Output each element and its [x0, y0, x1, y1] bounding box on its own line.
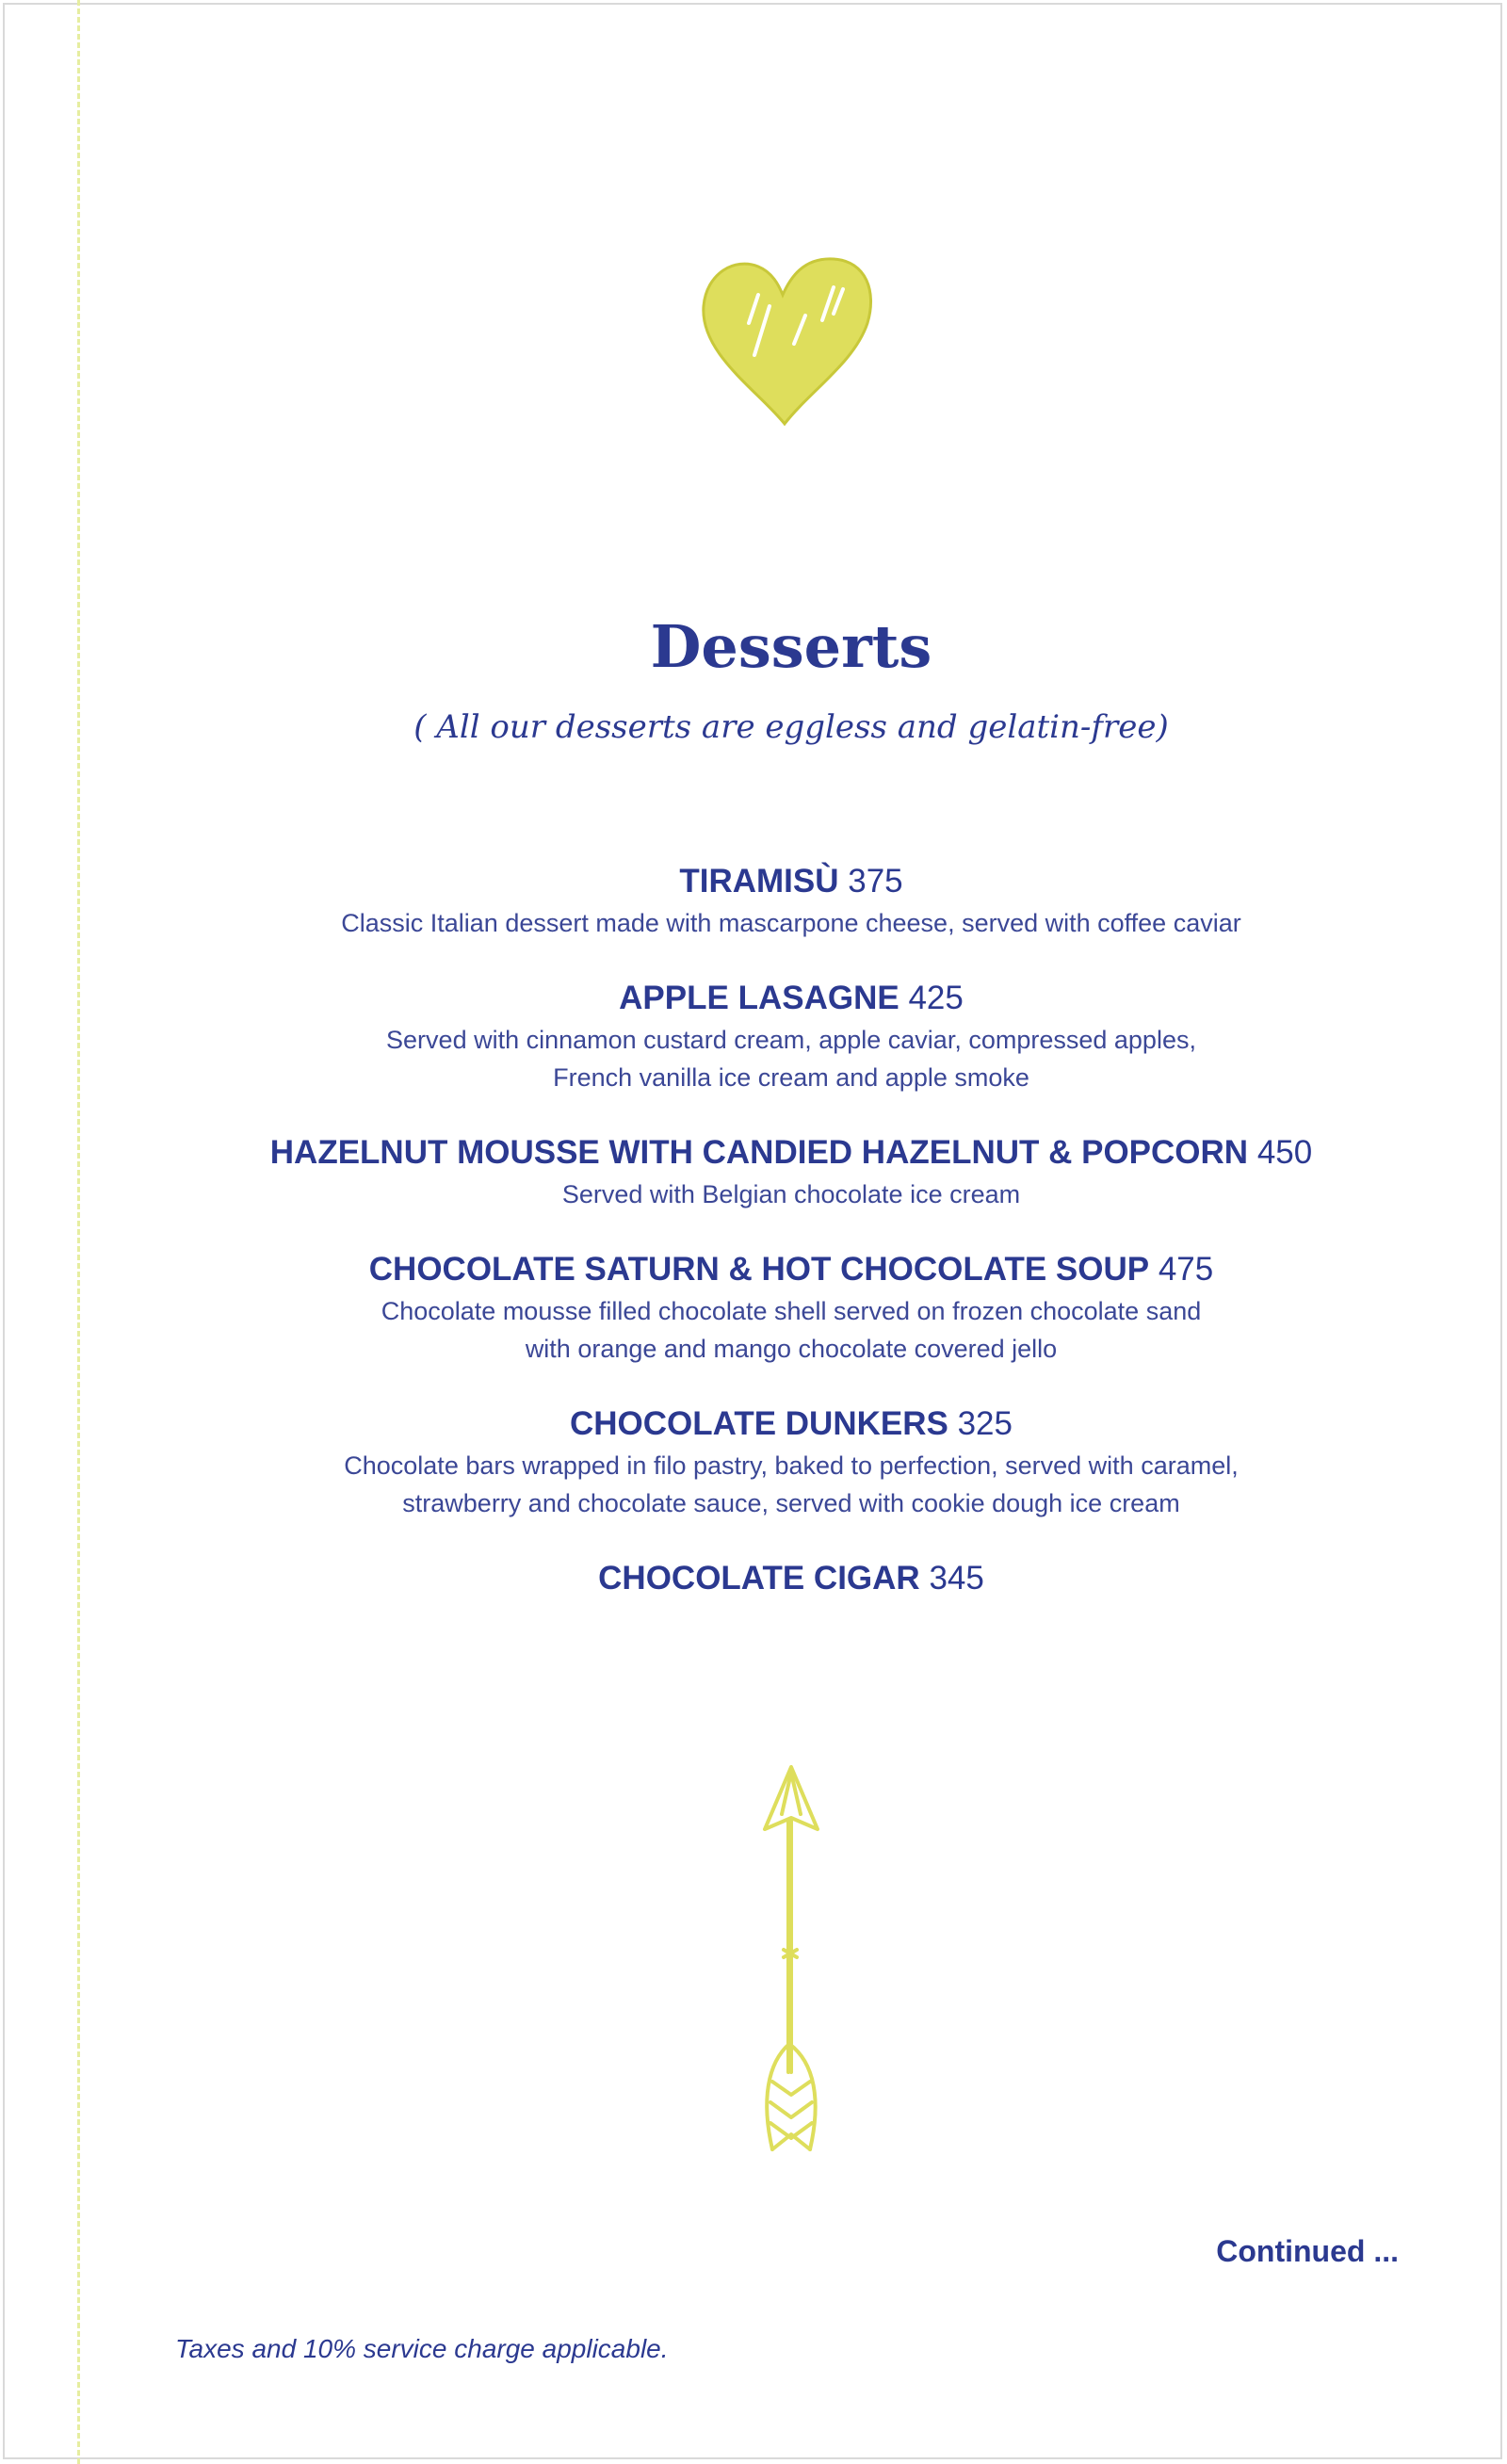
heart-icon: [692, 250, 881, 433]
item-price: 450: [1256, 1134, 1313, 1171]
menu-item: [0, 1130, 1507, 1213]
menu-item: [0, 1247, 1507, 1368]
item-heading: [0, 1130, 1507, 1175]
menu-item: [0, 976, 1507, 1096]
page-title: Desserts: [650, 612, 932, 681]
item-name: CHOCOLATE DUNKERS: [570, 1405, 948, 1442]
item-name: APPLE LASAGNE: [619, 980, 899, 1016]
item-price: 375: [848, 863, 903, 900]
menu-item: [0, 1402, 1507, 1522]
item-name: CHOCOLATE CIGAR: [598, 1560, 920, 1597]
menu-items: [0, 859, 1507, 1635]
item-name: HAZELNUT MOUSSE WITH CANDIED HAZELNUT & POPCORN: [269, 1134, 1249, 1171]
tax-footnote: Taxes and 10% service charge applicable.: [175, 2334, 669, 2363]
item-price: 425: [908, 980, 964, 1016]
page-subtitle: ( All our desserts are eggless and gelatin-free): [413, 708, 1169, 746]
item-description: Chocolate mousse filled chocolate shell served on frozen chocolate sand: [381, 1297, 1202, 1325]
item-name: TIRAMISÙ: [679, 863, 839, 900]
item-heading: [0, 859, 1507, 904]
item-heading: [0, 1247, 1507, 1292]
item-description: Chocolate bars wrapped in filo pastry, baked to perfection, served with caramel,: [344, 1451, 1239, 1480]
item-heading: [0, 976, 1507, 1021]
item-description: French vanilla ice cream and apple smoke: [553, 1063, 1029, 1092]
item-description: Classic Italian dessert made with mascarpone cheese, served with coffee caviar: [341, 909, 1241, 937]
continued-note: Continued ...: [1216, 2234, 1399, 2268]
item-description: Served with Belgian chocolate ice cream: [561, 1180, 1021, 1208]
menu-item: [0, 1556, 1507, 1601]
item-price: 475: [1158, 1251, 1214, 1288]
arrow-icon: [744, 1761, 838, 2166]
menu-item: [0, 859, 1507, 942]
item-heading: [0, 1556, 1507, 1601]
item-description: strawberry and chocolate sauce, served with cookie dough ice cream: [402, 1489, 1180, 1517]
item-description: Served with cinnamon custard cream, apple caviar, compressed apples,: [386, 1026, 1196, 1054]
item-price: 325: [957, 1405, 1013, 1442]
item-price: 345: [929, 1560, 984, 1597]
item-heading: [0, 1402, 1507, 1447]
item-name: CHOCOLATE SATURN & HOT CHOCOLATE SOUP: [368, 1251, 1150, 1288]
item-description: with orange and mango chocolate covered jello: [525, 1335, 1058, 1363]
